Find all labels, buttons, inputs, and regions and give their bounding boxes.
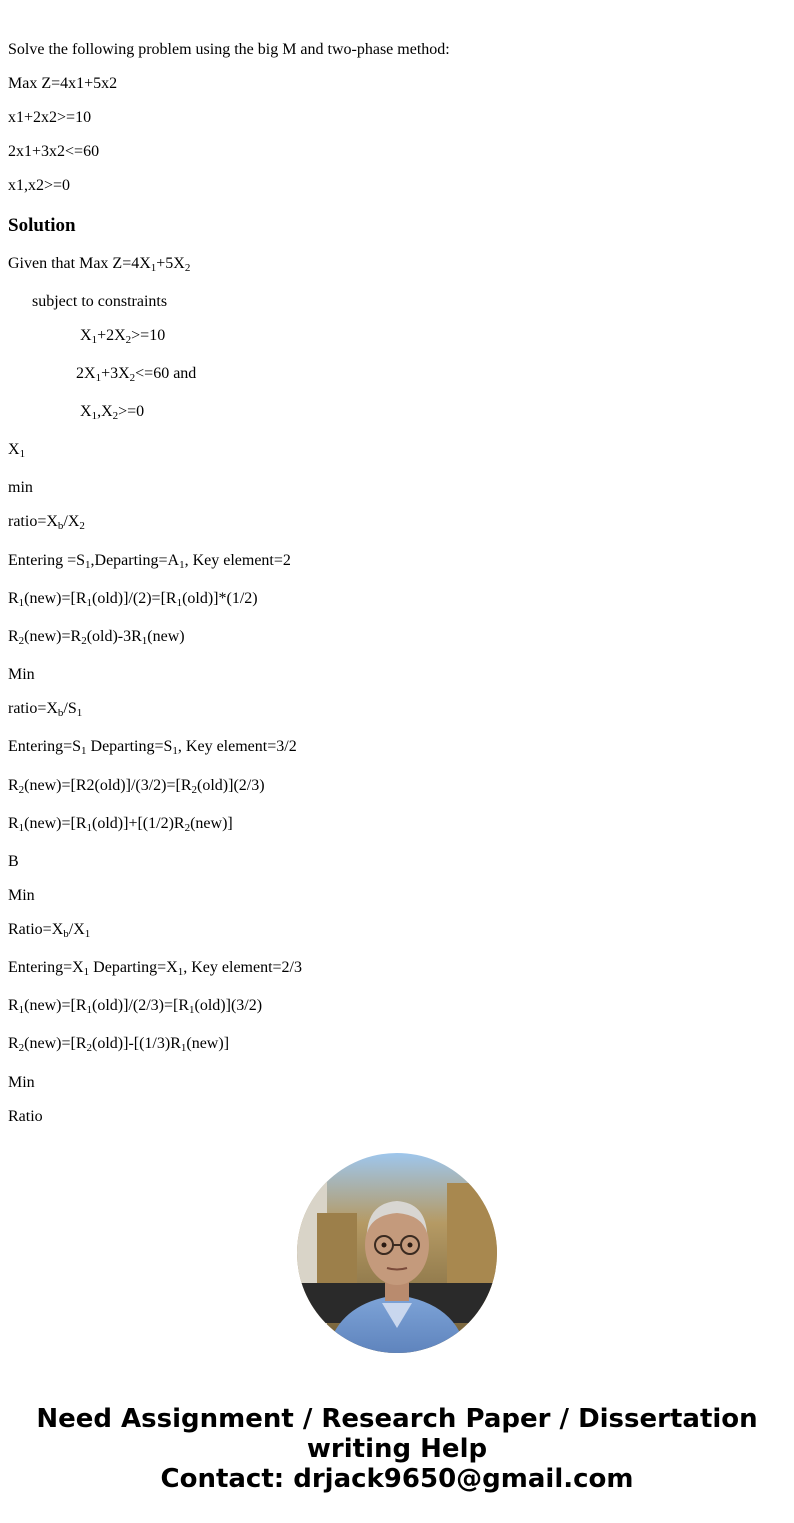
row-op-r1-3: $R_1(new)=[R_1(old)]/(2/3)=[R_1(old)](3/2)$ (8, 997, 263, 1016)
solution-given: Given that Max $Z=4X_1+5X_2$ (8, 255, 191, 274)
min-label-2: Min (8, 666, 35, 683)
problem-objective: Max Z=4x1+5x2 (8, 75, 118, 92)
banner-line-1: Need Assignment / Research Paper / Dissertation (36, 1404, 758, 1434)
ratio-3: $Ratio=X_b/X_1$ (8, 921, 91, 940)
entering-2: $Entering=S_1$ $Departing=S_1$, Key element=3/2 (8, 738, 297, 757)
problem-constraint-2: 2x1+3x2<=60 (8, 143, 100, 160)
variable-x1: $X_1$ (8, 441, 26, 460)
ratio-1: $ratio=X_b/X_2$ (8, 513, 85, 532)
label-b: B (8, 853, 19, 870)
solution-constraint-2: $2X_1+3X_2<=60$ and (76, 365, 197, 384)
row-op-r1-2: $R_1(new)=[R_1(old)]+[(1/2)R_2(new)]$ (8, 815, 233, 834)
ratio-2: $ratio=X_b/S_1$ (8, 700, 83, 719)
row-op-r2-1: $R_2(new)=R_2(old)-3R_1(new)$ (8, 628, 185, 647)
solution-constraint-3: $X_1,X_2>=0$ (80, 403, 145, 422)
row-op-r1-1: $R_1(new)=[R_1(old)]/(2)=[R_1(old)]*(1/2)$ (8, 590, 258, 609)
problem-constraint-1: x1+2x2>=10 (8, 109, 92, 126)
row-op-r2-3: $R_2(new)=[R_2(old)]-[(1/3)R_1(new)]$ (8, 1035, 230, 1054)
solution-heading: Solution (8, 215, 76, 236)
entering-1: Entering $=S_1,Departing=A_1$, Key element=2 (8, 552, 291, 571)
min-label-4: Min (8, 1074, 35, 1091)
banner-line-2: writing Help (306, 1434, 488, 1464)
solution-constraint-1: $X_1+2X_2>=10$ (80, 327, 166, 346)
entering-3: $Entering=X_1$ $Departing=X_1$, Key element=2/3 (8, 959, 302, 978)
min-label-1: min (8, 479, 33, 496)
problem-intro: Solve the following problem using the big M and two-phase method: (8, 41, 450, 58)
problem-nonnegativity: x1,x2>=0 (8, 177, 71, 194)
ratio-label-4: Ratio (8, 1108, 43, 1125)
min-label-3: Min (8, 887, 35, 904)
author-photo-illustration (297, 1153, 497, 1353)
subject-to-constraints: subject to constraints (32, 293, 168, 310)
row-op-r2-2: $R_2(new)=[R2(old)]/(3/2)=[R_2(old)](2/3)$ (8, 777, 265, 796)
banner-contact: Contact: drjack9650@gmail.com (160, 1464, 634, 1494)
author-avatar (297, 1153, 497, 1353)
